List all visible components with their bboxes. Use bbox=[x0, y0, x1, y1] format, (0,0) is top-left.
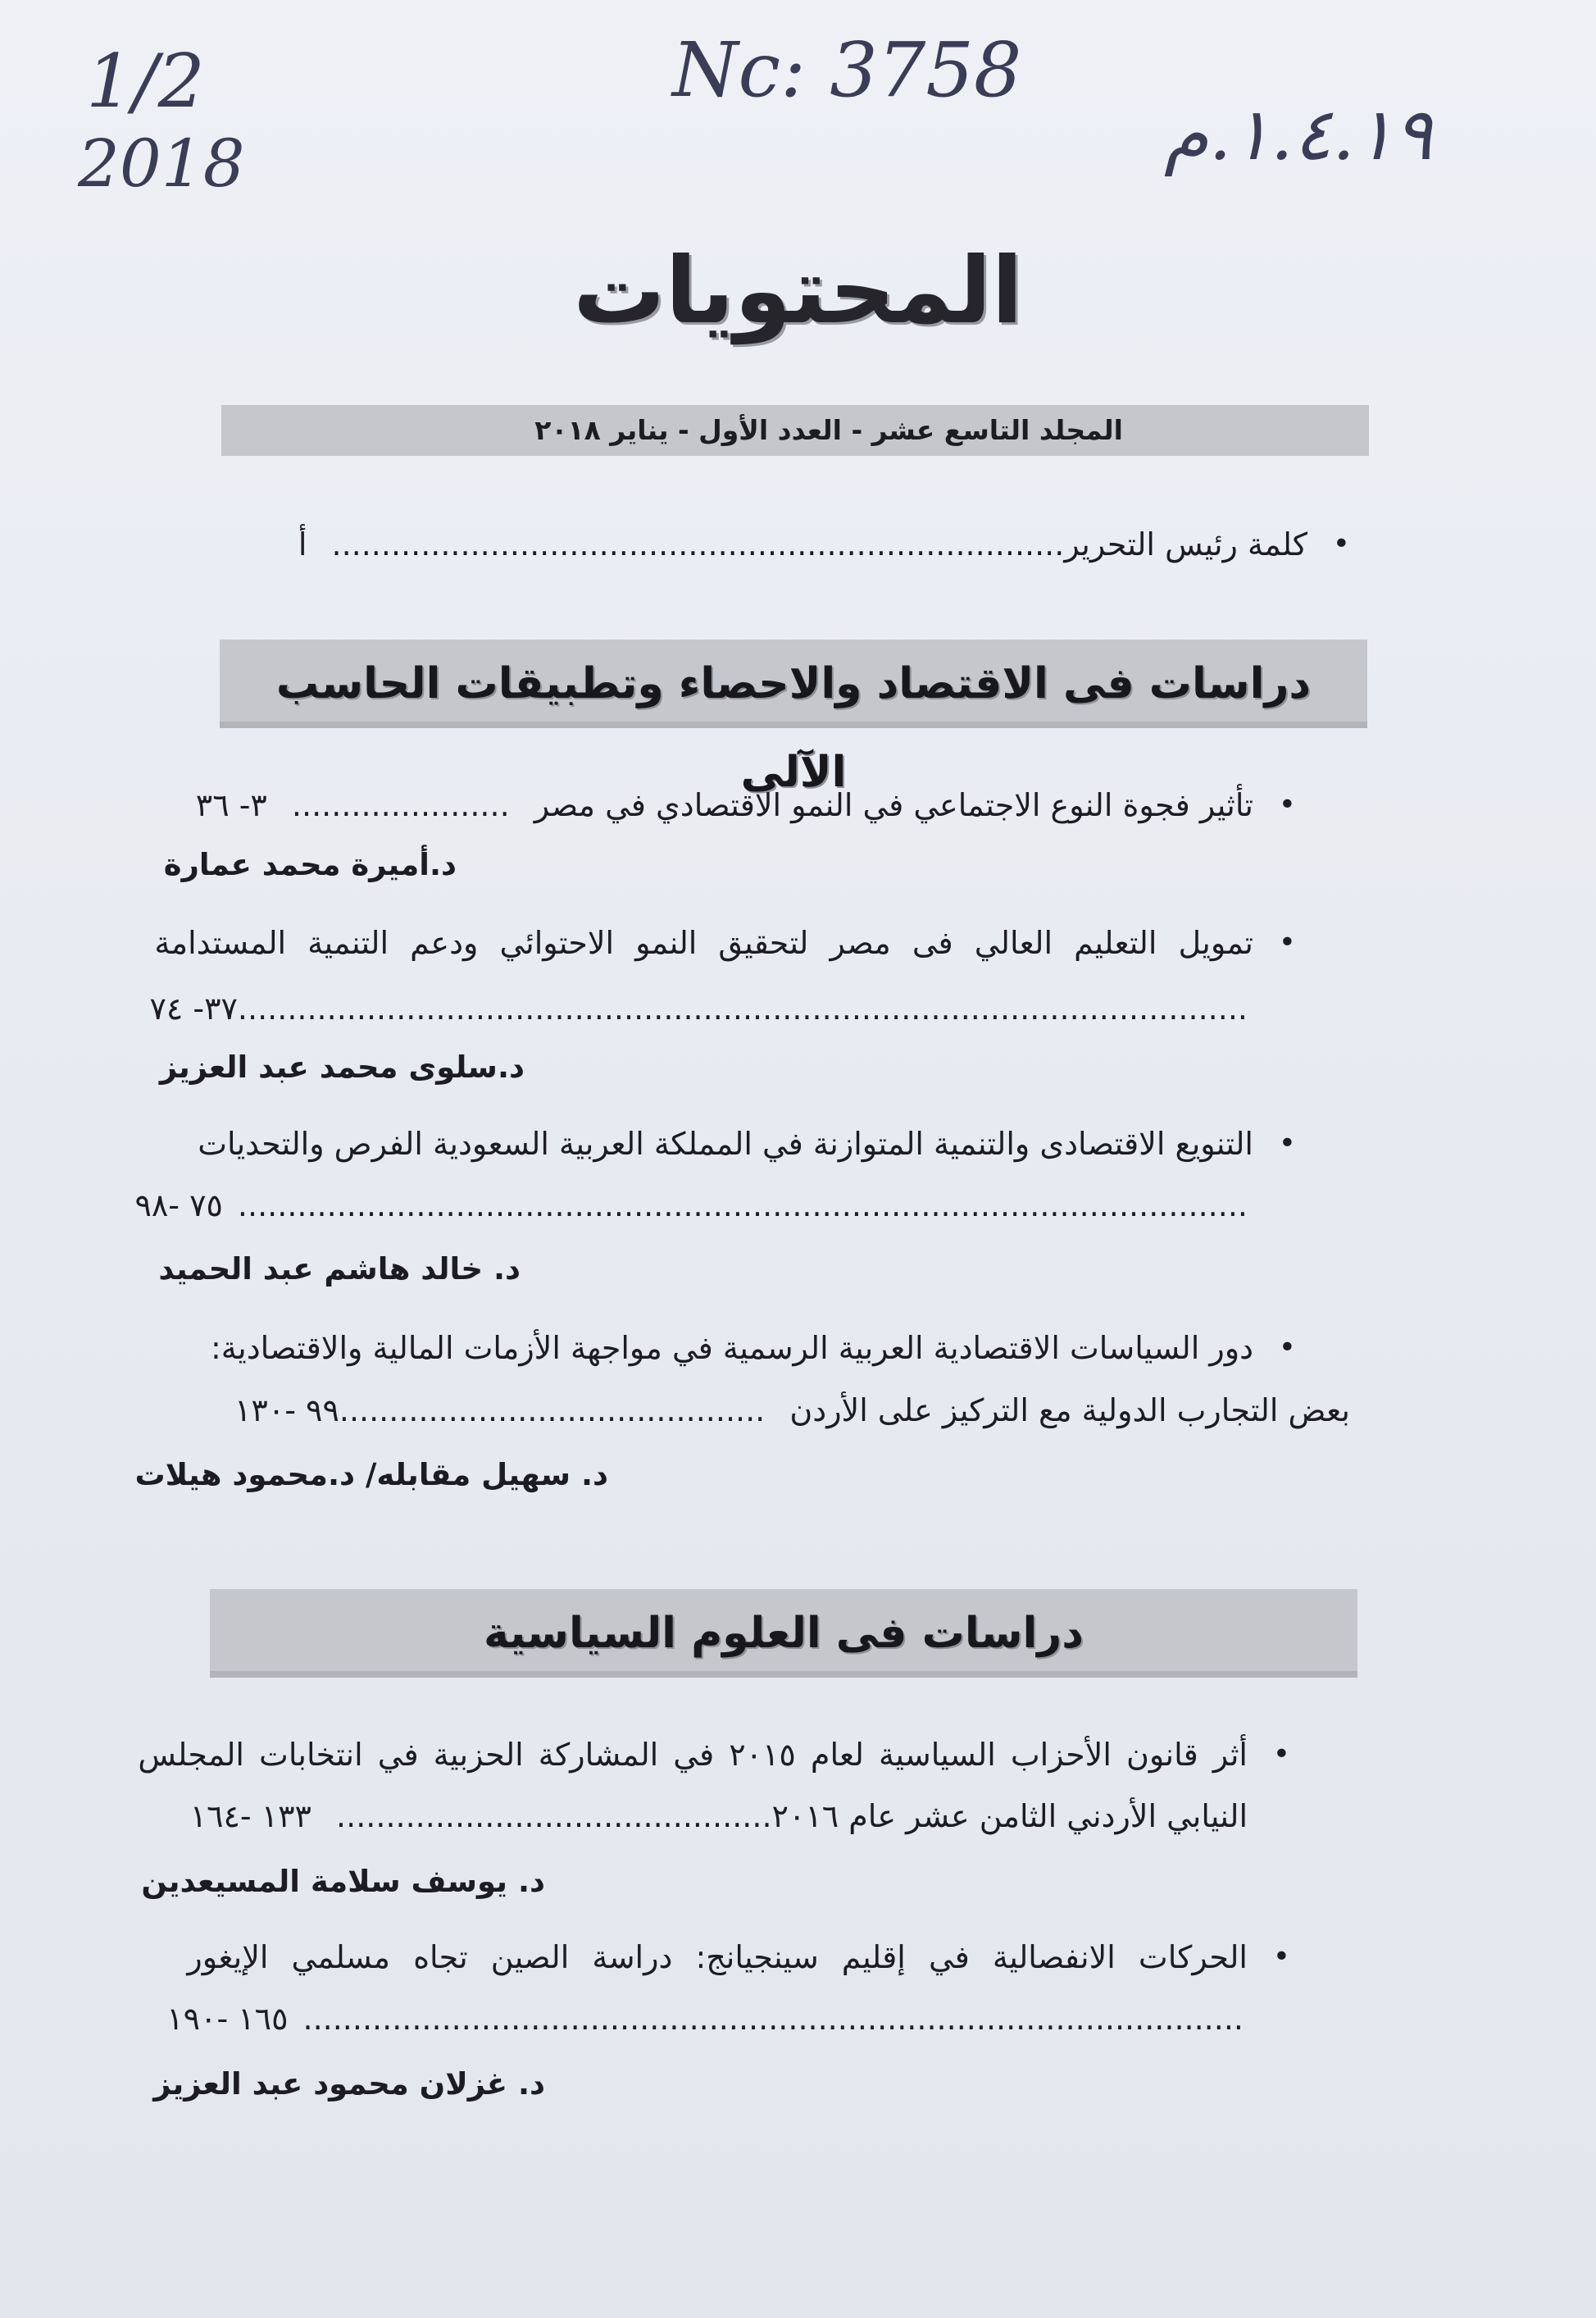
page-title: المحتويات bbox=[573, 238, 1023, 344]
toc-entry-author: د. خالد هاشم عبد الحميد bbox=[158, 1251, 521, 1287]
toc-entry-title: • دور السياسات الاقتصادية العربية الرسمية في مواجهة الأزمات المالية والاقتصادية: bbox=[211, 1330, 1253, 1368]
toc-entry-title: • التنويع الاقتصادى والتنمية المتوازنة في المملكة العربية السعودية الفرص والتحديات bbox=[198, 1126, 1253, 1164]
toc-entry-title bbox=[196, 787, 1253, 825]
toc-entry-subtitle-line bbox=[190, 1798, 1248, 1836]
entry-subtitle-text: بعض التجارب الدولية مع التركيز على الأردن bbox=[789, 1392, 1350, 1428]
entry-pages: ١٣٣ -١٦٤ bbox=[189, 1798, 311, 1834]
toc-entry-author: د.سلوى محمد عبد العزيز bbox=[159, 1050, 525, 1085]
toc-entry-title: • أثر قانون الأحزاب السياسية لعام ٢٠١٥ في المشاركة الحزبية في انتخابات المجلس bbox=[138, 1737, 1248, 1774]
issue-info: المجلد التاسع عشر - العدد الأول - يناير ٢٠١٨ bbox=[534, 414, 1123, 446]
entry-dots: ...................... bbox=[291, 787, 510, 823]
entry-pages: ٩٩ -١٣٠ bbox=[234, 1392, 339, 1428]
section-heading-text: دراسات فى العلوم السياسية bbox=[484, 1609, 1084, 1658]
editor-note-dots: .......................................................................... bbox=[331, 526, 1065, 562]
entry-title-text: تأثير فجوة النوع الاجتماعي في النمو الاقتصادي في مصر bbox=[534, 787, 1253, 823]
section-heading-text: دراسات فى الاقتصاد والاحصاء وتطبيقات الحاسب الآلى bbox=[275, 659, 1312, 797]
issue-info-bar bbox=[221, 405, 1369, 456]
toc-entry-pages-line bbox=[166, 2001, 1244, 2038]
toc-entry-pages-line bbox=[134, 1187, 1248, 1225]
editor-note-page: أ bbox=[298, 526, 307, 562]
entry-dots: ...................................................................................................... bbox=[237, 1187, 1248, 1223]
entry-dots: ............................................................................................... bbox=[302, 2001, 1244, 2037]
handwritten-note-year: 2018 bbox=[78, 125, 245, 202]
toc-entry-author: د. يوسف سلامة المسيعدين bbox=[141, 1864, 545, 1899]
toc-entry-author: د. غزلان محمود عبد العزيز bbox=[153, 2066, 545, 2102]
toc-entry-pages-line bbox=[149, 991, 1248, 1028]
entry-pages: ١٦٥ -١٩٠ bbox=[166, 2001, 289, 2037]
entry-subtitle-text: النيابي الأردني الثامن عشر عام ٢٠١٦ bbox=[771, 1798, 1248, 1834]
toc-entry-title: • الحركات الانفصالية في إقليم سينجيانج: دراسة الصين تجاه مسلمي الإيغور bbox=[187, 1939, 1248, 1977]
handwritten-note-date: ١.٤.١٩.م bbox=[1164, 92, 1433, 176]
toc-entry-subtitle-line bbox=[234, 1392, 1350, 1430]
toc-entry-author: د.أميرة محمد عمارة bbox=[163, 847, 457, 882]
handwritten-note-fraction: 1/2 bbox=[86, 39, 205, 125]
handwritten-note-code: Nc: 3758 bbox=[672, 26, 1022, 114]
toc-entry-author: د. سهيل مقابله/ د.محمود هيلات bbox=[134, 1457, 608, 1492]
editor-note-label: كلمة رئيس التحرير bbox=[1064, 526, 1307, 562]
entry-pages: ٣٧- ٧٤ bbox=[149, 991, 238, 1027]
entry-dots: ............................................ bbox=[336, 1798, 772, 1834]
editor-note-line bbox=[298, 526, 1307, 564]
section-heading-economics bbox=[220, 640, 1367, 797]
entry-pages: ٧٥ -٩٨ bbox=[134, 1187, 223, 1223]
toc-entry-title: • تمويل التعليم العالي فى مصر لتحقيق النمو الاحتوائي ودعم التنمية المستدامة bbox=[154, 925, 1253, 963]
entry-dots: ...................................................................................................... bbox=[237, 991, 1248, 1027]
entry-dots: ........................................... bbox=[339, 1392, 766, 1428]
entry-pages: ٣- ٣٦ bbox=[195, 787, 267, 823]
section-heading-politics bbox=[210, 1589, 1357, 1678]
